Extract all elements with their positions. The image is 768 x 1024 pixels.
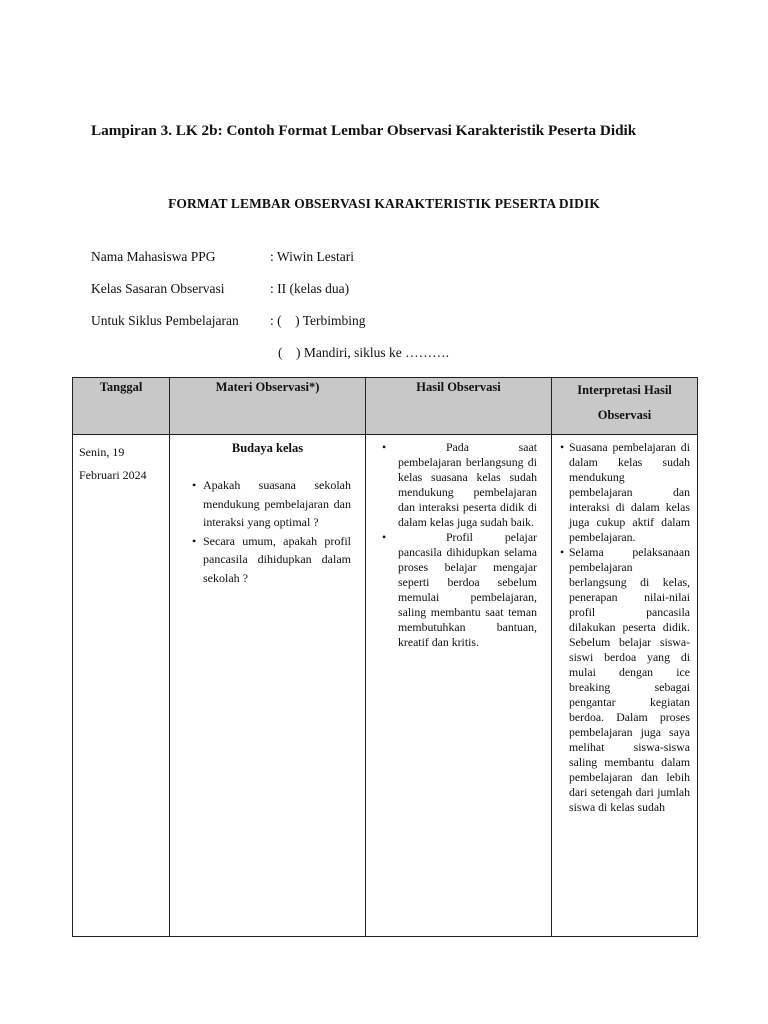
student-name-value: : Wiwin Lestari [270,249,354,264]
bullet-icon: • [192,478,197,492]
date-line1: Senin, 19 [79,445,125,459]
learning-cycle-guided-option: : ( ) Terbimbing [270,313,366,328]
bullet-icon: • [382,530,387,544]
target-class-value: : II (kelas dua) [270,281,350,296]
interpretation-cell [552,435,698,937]
date-line2: Februari 2024 [79,468,147,482]
list-item: • Apakah suasana sekolah mendukung pembelajaran dan interaksi yang optimal ? [192,478,351,529]
learning-cycle-label: Untuk Siklus Pembelajaran [91,313,239,328]
header-date: Tanggal [73,378,170,435]
materi-heading: Budaya kelas [231,441,304,455]
table-header-row [73,378,698,435]
hasil-cell [366,435,552,937]
learning-cycle-independent-option: ( ) Mandiri, siklus ke ………. [278,345,449,360]
observation-table [72,377,698,937]
header-interpretation-line1: Interpretasi Hasil [577,383,672,397]
appendix-title: Lampiran 3. LK 2b: Contoh Format Lembar Observasi Karakteristik Peserta Didik [91,122,637,139]
bullet-icon: • [192,533,197,548]
bullet-icon: • [560,440,565,454]
list-item: • Secara umum, apakah profil pancasila dihidupkan dalam sekolah ? [192,533,351,585]
materi-list [184,476,351,587]
form-title: FORMAT LEMBAR OBSERVASI KARAKTERISTIK PESERTA DIDIK [168,196,600,211]
interpretation-list [560,440,690,815]
bullet-icon: • [560,545,565,559]
hasil-list [382,440,537,650]
header-materi: Materi Observasi*) [170,378,366,435]
list-item: • Selama pelaksanaan pembelajaran berlangsung di kelas, penerapan nilai-nilai profil pancasila dilakukan peserta didik. Sebelum belajar siswa-siswi berdoa yang di mulai dengan ice breaking sebagai pengantar kegiatan berdoa. Dalam proses pembelajaran juga saya melihat siswa-siswa saling membantu dalam pembelajaran dan lebih dari setengah dari jumlah siswa di kelas sudah [560,545,690,814]
header-hasil: Hasil Observasi [366,378,552,435]
list-item: • Pada saat pembelajaran berlangsung di kelas suasana kelas sudah mendukung pembelajaran dan interaksi peserta didik di dalam kelas juga sudah baik. [382,440,537,529]
target-class-label: Kelas Sasaran Observasi [91,281,225,296]
bullet-icon: • [382,440,387,454]
list-item: • Profil pelajar pancasila dihidupkan selama proses belajar mengajar seperti berdoa sebelum memulai pembelajaran, saling membantu saat teman membutuhkan bantuan, kreatif dan kritis. [382,530,537,649]
student-name-label: Nama Mahasiswa PPG [91,249,216,264]
header-interpretation [552,378,698,435]
list-item: • Suasana pembelajaran di dalam kelas sudah mendukung pembelajaran dan interaksi di dalam kelas juga cukup aktif dalam pembelajaran. [560,440,690,544]
date-cell [73,435,170,937]
materi-cell [170,435,366,937]
header-interpretation-line2: Observasi [597,408,652,422]
table-row [73,435,698,937]
